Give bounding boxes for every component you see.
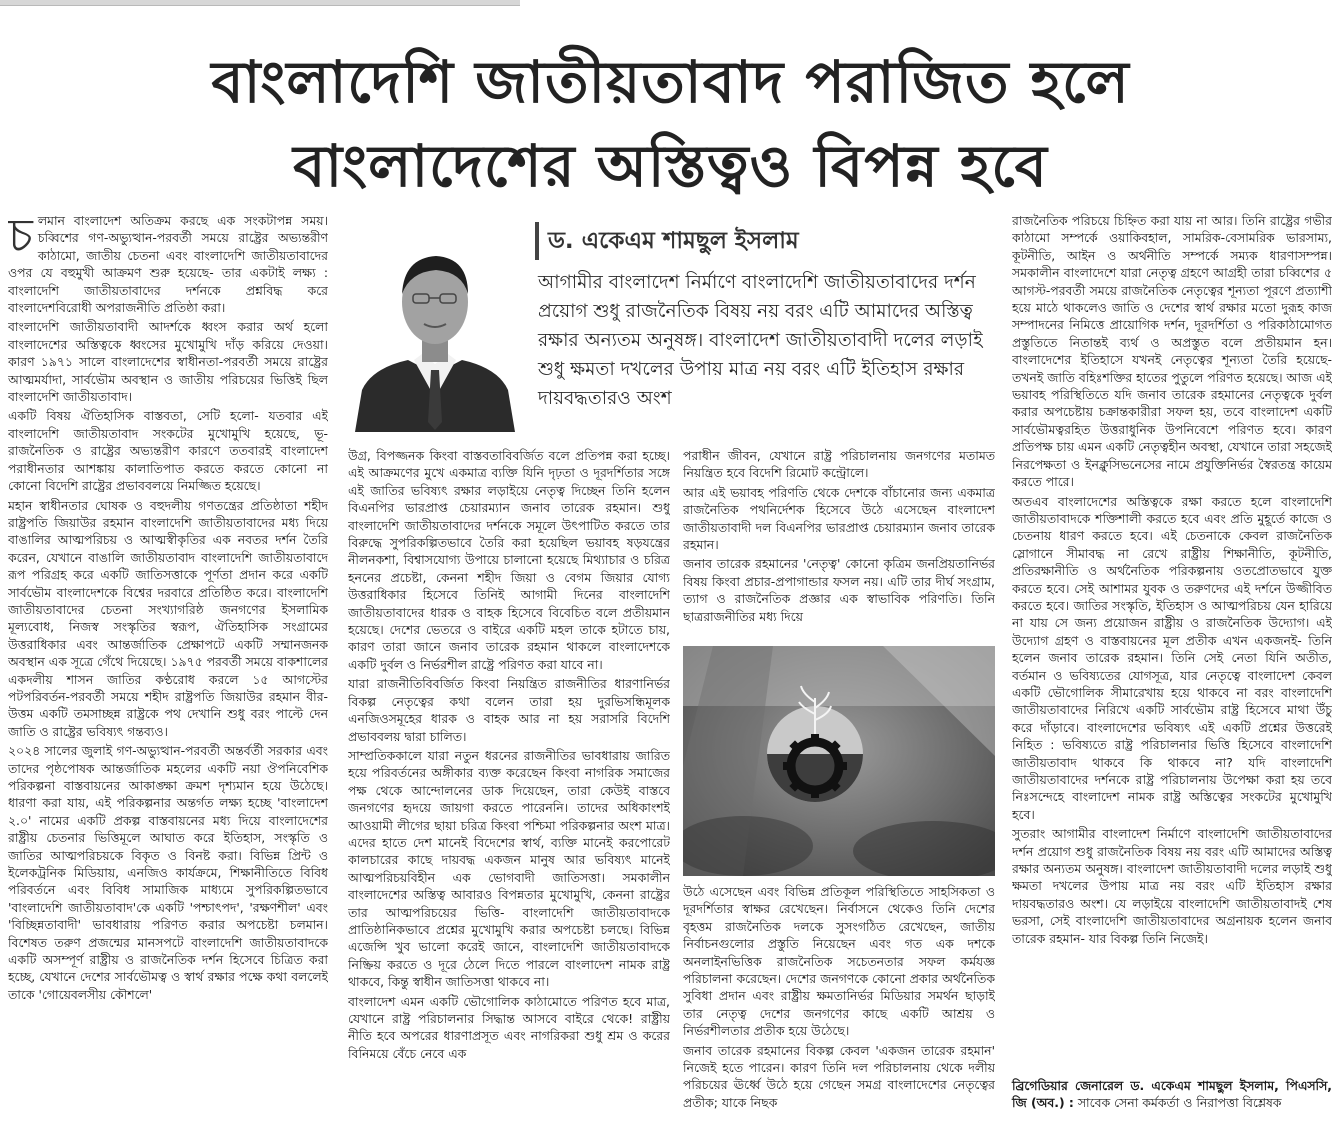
paragraph: উঠে এসেছেন এবং বিভিন্ন প্রতিকূল পরিস্থিতিতে সাহসিকতা ও দূরদর্শিতার স্বাক্ষর রেখেছেন। নির্বাসনে থেকেও তিনি দেশের বৃহত্তম রাজনৈতিক দলকে সুসংগঠিত রেখেছেন, জাতীয় নির্বাচনগুলোর প্রস্তুতি নিয়েছেন এবং গত এক দশকে অনলাইনভিত্তিক রাজনৈতিক সচেতনতার সফল কর্মযজ্ঞ পরিচালনা করেছেন। দেশের জনগণকে কোনো প্রকার অর্থনৈতিক সুবিধা প্রদান এবং রাষ্ট্রীয় ক্ষমতানির্ভর মিডিয়ার সমর্থন ছাড়াই তার নেতৃত্ব দেশের জনগণের কাছে একটি আশ্রয় ও নির্ভরশীলতার প্রতীক হয়ে উঠেছে। (683, 884, 995, 1039)
paragraph: সুতরাং আগামীর বাংলাদেশ নির্মাণে বাংলাদেশি জাতীয়তাবাদের দর্শন প্রয়োগ শুধু রাজনৈতিক বিষয় নয় বরং এটি আমাদের অস্তিত্ব রক্ষার অন্যতম অনুষঙ্গ। বাংলাদেশ জাতীয়তাবাদী দলের লড়াই শুধু ক্ষমতা দখলের উপায় মাত্র নয় বরং এটি ইতিহাস রক্ষার দায়বদ্ধতারও অংশ। যে লড়াইয়ে বাংলাদেশি জাতীয়তাবাদই শেষ ভরসা, সেই বাংলাদেশি জাতীয়তাবাদের অগ্রনায়ক হলেন জনাব তারেক রহমান- যার বিকল্প তিনি নিজেই। (1012, 826, 1332, 946)
paragraph: জনাব তারেক রহমানের 'নেতৃত্ব' কোনো কৃত্রিম জনপ্রিয়তানির্ভর বিষয় কিংবা প্রচার-প্রপাগান্ডার ফসল নয়। এটি তার দীর্ঘ সংগ্রাম, ত্যাগ ও রাজনৈতিক প্রজ্ঞার এক স্বাভাবিক পরিণতি। তিনি ছাত্ররাজনীতির মধ্য দিয়ে (683, 556, 995, 624)
author-bar (535, 222, 539, 260)
article-deck: আগামীর বাংলাদেশ নির্মাণে বাংলাদেশি জাতীয়তাবাদের দর্শন প্রয়োগ শুধু রাজনৈতিক বিষয় নয় বরং এটি আমাদের অস্তিত্ব রক্ষার অন্যতম অনুষঙ্গ। বাংলাদেশ জাতীয়তাবাদী দলের লড়াই শুধু ক্ষমতা দখলের উপায় মাত্র নয় বরং এটি ইতিহাস রক্ষার দায়বদ্ধতারও অংশ (538, 272, 983, 409)
paragraph: একটি বিষয় ঐতিহাসিক বাস্তবতা, সেটি হলো- যতবার এই বাংলাদেশি জাতীয়তাবাদ সংকটের মুখোমুখি হয়েছে, ভূ-রাজনৈতিক ও রাষ্ট্রের অভ্যন্তরীণ কারণে ততবারই বাংলাদেশ পরাধীনতার আশঙ্কায় কালাতিপাত করতে করতে কোনো না কোনো বিদেশি রাষ্ট্রের প্রভাববলয়ে নিমজ্জিত হয়েছে। (8, 408, 328, 494)
paragraph: বাংলাদেশি জাতীয়তাবাদী আদর্শকে ধ্বংস করার অর্থ হলো বাংলাদেশের অস্তিত্বকে ধ্বংসের মুখোমুখি দাঁড় করিয়ে দেওয়া। কারণ ১৯৭১ সালে বাংলাদেশের স্বাধীনতা-পরবর্তী সময়ে রাষ্ট্রের আত্মমর্যাদা, সার্বভৌম অবস্থান ও জাতীয় পরিচয়ের ভিত্তিই ছিল বাংলাদেশি জাতীয়তাবাদ। (8, 319, 328, 405)
paragraph: মহান স্বাধীনতার ঘোষক ও বহুদলীয় গণতন্ত্রের প্রতিষ্ঠাতা শহীদ রাষ্ট্রপতি জিয়াউর রহমান বাংলাদেশি জাতীয়তাবাদের মধ্য দিয়ে বাঙালির আত্মপরিচয় ও আত্মস্বীকৃতির এক নবতর দর্শন তৈরি করেন, যেখানে বাঙালি জাতীয়তাবাদ বাংলাদেশি জাতীয়তাবাদে রূপ পরিগ্রহ করে একটি জাতিসত্তাকে পূর্ণতা প্রদান করে একটি সার্বভৌম বাংলাদেশকে বিশ্বের দরবারে প্রতিষ্ঠিত করে। বাংলাদেশি জাতীয়তাবাদের চেতনা সংখ্যাগরিষ্ঠ জনগণের ইসলামিক মূল্যবোধ, নিজস্ব সংস্কৃতির স্বরূপ, ঐতিহাসিক সংগ্রামের উত্তরাধিকার এবং আন্তর্জাতিক প্রেক্ষাপটে একটি সম্মানজনক অবস্থান এক সূত্রে গেঁথে দিয়েছে। ১৯৭৫ পরবর্তী সময়ে বাকশালের একদলীয় শাসন জাতির কণ্ঠরোধ করলে ১৫ আগস্টের পটপরিবর্তন-পরবর্তী সময়ে শহীদ রাষ্ট্রপতি জিয়াউর রহমান বীর-উত্তম একটি তমসাচ্ছন্ন রাষ্ট্রকে পথ দেখানি শুধু বরং পাল্টে দেন জাতি ও রাষ্ট্রের ভবিষ্যৎ গন্তব্যও। (8, 497, 328, 739)
article-column-4 (1012, 212, 1332, 1070)
signoff-name: ব্রিগেডিয়ার জেনারেল ড. একেএম শামছুল ইসলাম, পিএসসি, জি (অব.) : (1012, 1078, 1332, 1111)
article-column-1 (8, 212, 328, 1142)
drop-cap: চ (8, 212, 33, 262)
paragraph: জনাব তারেক রহমানের বিকল্প কেবল 'একজন তারেক রহমান' নিজেই হতে পারেন। কারণ তিনি দল পরিচালনায় থেকে দলীয় পরিচয়ের ঊর্ধ্বে উঠে হয়ে গেছেন সমগ্র বাংলাদেশের নেতৃত্বের প্রতীক; যাকে নিছক (683, 1042, 995, 1110)
article-column-3-top (683, 447, 995, 647)
author-name: ড. একেএম শামছুল ইসলাম (548, 228, 799, 254)
paragraph: যারা রাজনীতিবিবর্জিত কিংবা নিয়ন্ত্রিত রাজনীতির ধারণানির্ভর বিকল্প নেতৃত্বের কথা বলেন তারা হয় দুরভিসন্ধিমূলক এনজিওসমূহের ধারক ও বাহক আর না হয় সরাসরি বিদেশি প্রভাববলয় দ্বারা চালিত। (348, 676, 670, 744)
headline-line-1: বাংলাদেশি জাতীয়তাবাদ পরাজিত হলে (211, 48, 1130, 116)
article-column-3-bottom (683, 883, 995, 1143)
party-emblem-photo (683, 646, 995, 876)
headline (0, 40, 1341, 208)
paragraph: বাংলাদেশ এমন একটি ভৌগোলিক কাঠামোতে পরিণত হবে মাত্র, যেখানে রাষ্ট্র পরিচালনার সিদ্ধান্ত আসবে বাইরে থেকে! রাষ্ট্রীয় নীতি হবে অপরের ধারণাপ্রসূত এবং নাগরিকরা শুধু শ্রম ও করের বিনিময়ে বেঁচে নেবে এক (348, 993, 670, 1061)
paragraph: ২০২৪ সালের জুলাই গণ-অভ্যুত্থান-পরবর্তী অন্তর্বর্তী সরকার এবং তাদের পৃষ্ঠপোষক আন্তর্জাতিক মহলের একটি নয়া ঔপনিবেশিক পরিকল্পনা বাস্তবায়নের আকাঙ্ক্ষা ক্রমশ দৃশ্যমান হয়ে উঠেছে। ধারণা করা যায়, এই পরিকল্পনার অন্তর্গত লক্ষ্য হচ্ছে 'বাংলাদেশ ২.০' নামের একটি প্রকল্প বাস্তবায়নের মধ্য দিয়ে বাংলাদেশের রাষ্ট্রীয় চেতনার ভিত্তিমূলে আঘাত করে ইতিহাস, সংস্কৃতি ও জাতির আত্মপরিচয়কে বিকৃত ও বিনষ্ট করা। বিভিন্ন প্রিন্ট ও ইলেকট্রনিক মিডিয়ায়, এনজিও কার্যক্রমে, শিক্ষানীতিতে বিবিধ পরিবর্তনে এবং বিবিধ সামাজিক মাধ্যমে সুপরিকল্পিতভাবে 'বাংলাদেশি জাতীয়তাবাদ'কে একটি 'পশ্চাৎপদ', 'রক্ষণশীল' এবং 'বিচ্ছিন্নতাবাদী' ভাবধারায় পরিণত করার অপচেষ্টা চলমান। বিশেষত তরুণ প্রজন্মের মানসপটে বাংলাদেশি জাতীয়তাবাদকে একটি অসম্পূর্ণ রাষ্ট্রীয় ও রাজনৈতিক দর্শন হিসেবে চিত্রিত করা হচ্ছে, যেখানে দেশের সার্বভৌমত্ব ও স্বার্থ রক্ষার পক্ষে কথা বললেই তাকে 'গোয়েবলসীয় কৌশলে' (8, 743, 328, 1002)
paragraph: অতএব বাংলাদেশের অস্তিত্বকে রক্ষা করতে হলে বাংলাদেশি জাতীয়তাবাদকে শক্তিশালী করতে হবে এবং প্রতি মুহূর্তে কাজে ও চেতনায় ধারণ করতে হবে। এই চেতনাকে কেবল রাজনৈতিক স্লোগানে সীমাবদ্ধ না রেখে রাষ্ট্রীয় শিক্ষানীতি, কূটনীতি, প্রতিরক্ষানীতি ও অর্থনৈতিক পরিকল্পনায় ওতপ্রোতভাবে যুক্ত করতে হবে। সেই আশামর যুবক ও তরুণদের এই দর্শনে উজ্জীবিত করতে হবে। জাতির সংস্কৃতি, ইতিহাস ও আত্মপরিচয় যেন হারিয়ে না যায় সে জন্য প্রয়োজন রাষ্ট্রীয় ও রাজনৈতিক উদ্যোগ। এই উদ্যোগ গ্রহণ ও বাস্তবায়নের মূল প্রতীক এখন একজনই- তিনি হলেন জনাব তারেক রহমান। তিনি সেই নেতা যিনি অতীত, বর্তমান ও ভবিষ্যতের যোগসূত্র, যার নেতৃত্বে বাংলাদেশ কেবল একটি ভৌগোলিক সীমারেখায় হয়ে থাকবে না বরং বাংলাদেশি জাতীয়তাবাদের নিরিখে একটি সার্বভৌম রাষ্ট্র হিসেবে মাথা উঁচু করে দাঁড়াবে। বাংলাদেশের ভবিষ্যৎ এই একটি প্রশ্নের উত্তরেই নিহিত : ভবিষ্যতে রাষ্ট্র পরিচালনার ভিত্তি হিসেবে বাংলাদেশি জাতীয়তাবাদ থাকবে কি থাকবে না? যদি বাংলাদেশি জাতীয়তাবাদের দর্শনকে রাষ্ট্র পরিচালনায় উপেক্ষা করা হয় তবে নিঃসন্দেহে বাংলাদেশ নামক রাষ্ট্র অস্তিত্বের সংকটের মুখোমুখি হবে। (1012, 493, 1332, 822)
paragraph: আর এই ভয়াবহ পরিণতি থেকে দেশকে বাঁচানোর জন্য একমাত্র রাজনৈতিক পথনির্দেশক হিসেবে উঠে এসেছেন বাংলাদেশ জাতীয়তাবাদী দল বিএনপির ভারপ্রাপ্ত চেয়ারম্যান জনাব তারেক রহমান। (683, 484, 995, 553)
paragraph: সাম্প্রতিককালে যারা নতুন ধরনের রাজনীতির ভাবধারায় জারিত হয়ে পরিবর্তনের অঙ্গীকার ব্যক্ত করেছেন কিংবা নাগরিক সমাজের পক্ষ থেকে আন্দোলনের ডাক দিয়েছেন, তারা কেউই বাস্তবে জনগণের হৃদয়ে জায়গা করতে পারেননি। তাদের অধিকাংশই আওয়ামী লীগের ছায়া চরিত্র কিংবা পশ্চিমা পরিকল্পনার অংশ মাত্র। এদের হাতে দেশ মানেই বিদেশের স্বার্থ, ব্যক্তি মানেই করপোরেট কালচারের কাছে দায়বদ্ধ একজন মানুষ আর ভবিষ্যৎ মানেই আত্মপরিচয়বিহীন এক ভোগবাদী জাতিসত্তা। সমকালীন বাংলাদেশের অস্তিত্ব আবারও বিপন্নতার মুখোমুখি, কেননা রাষ্ট্রের তার আত্মপরিচয়ের ভিত্তি- বাংলাদেশি জাতীয়তাবাদকে প্রাতিষ্ঠানিকভাবে প্রশ্নের মুখোমুখি করার অপচেষ্টা চলছে। বিভিন্ন এজেন্সি খুব ভালো করেই জানে, বাংলাদেশি জাতীয়তাবাদকে নিষ্ক্রিয় করতে ও দূরে ঠেলে দিতে পারলে বাংলাদেশ নামক রাষ্ট্র থাকবে, কিন্তু স্বাধীন জাতিসত্তা থাকবে না। (348, 747, 670, 990)
paragraph: লমান বাংলাদেশ অতিক্রম করছে এক সংকটাপন্ন সময়। চব্বিশের গণ-অভ্যুত্থান-পরবর্তী সময়ে রাষ্ট্রের অভ্যন্তরীণ কাঠামো, জাতীয় চেতনা এবং বাংলাদেশি জাতীয়তাবাদের ওপর যে বহুমুখী আক্রমণ শুরু হয়েছে- তার একটাই লক্ষ্য : বাংলাদেশি জাতীয়তাবাদের দর্শনকে প্রশ্নবিদ্ধ করে বাংলাদেশবিরোধী অপরাজনীতি প্রতিষ্ঠা করা। (8, 213, 328, 316)
article-column-2 (348, 447, 670, 1142)
signoff-role: সাবেক সেনা কর্মকর্তা ও নিরাপত্তা বিশ্লেষক (1073, 1095, 1282, 1111)
author-signoff (1012, 1077, 1332, 1112)
paragraph: উগ্র, বিপজ্জনক কিংবা বাস্তবতাবিবর্জিত বলে প্রতিপন্ন করা হচ্ছে। এই আক্রমণের মুখে একমাত্র ব্যক্তি যিনি দৃঢ়তা ও দূরদর্শিতার সঙ্গে এই জাতির ভবিষ্যৎ রক্ষার লড়াইয়ে নেতৃত্ব দিচ্ছেন তিনি হলেন বিএনপির ভারপ্রাপ্ত চেয়ারম্যান জনাব তারেক রহমান। শুধু বাংলাদেশি জাতীয়তাবাদের দর্শনকে সমূলে উৎপাটিত করতে তার বিরুদ্ধে সুপরিকল্পিতভাবে তৈরি করা হয়েছিল ভয়াবহ ষড়যন্ত্রের নীলনকশা, বিশ্বাসযোগ্য উপায়ে চালানো হয়েছে মিথ্যাচার ও চরিত্র হননের প্রচেষ্টা, কেননা শহীদ জিয়া ও বেগম জিয়ার যোগ্য উত্তরাধিকার হিসেবে তিনিই আগামী দিনের বাংলাদেশি জাতীয়তাবাদের ধারক ও বাহক হিসেবে বিবেচিত বলে প্রতীয়মান হয়েছে। দেশের ভেতরে ও বাইরে একটি মহল তাকে হটাতে চায়, কারণ তারা জানে জনাব তারেক রহমান থাকলে বাংলাদেশকে একটি দুর্বল ও নির্ভরশীল রাষ্ট্রে পরিণত করা যাবে না। (348, 448, 670, 672)
top-edge (0, 0, 1341, 6)
author-photo (350, 222, 520, 432)
headline-line-2: বাংলাদেশের অস্তিত্বও বিপন্ন হবে (293, 132, 1048, 200)
paragraph: পরাধীন জীবন, যেখানে রাষ্ট্র পরিচালনায় জনগণের মতামত নিয়ন্ত্রিত হবে বিদেশি রিমোট কন্ট্রোলে। (683, 448, 995, 481)
paragraph: রাজনৈতিক পরিচয়ে চিহ্নিত করা যায় না আর। তিনি রাষ্ট্রের গভীর কাঠামো সম্পর্কে ওয়াকিবহাল, সামরিক-বেসামরিক ভারসাম্য, কূটনীতি, আইন ও অর্থনীতি সম্পর্কে সম্যক ধারণাসম্পন্ন। সমকালীন বাংলাদেশে যারা নেতৃত্ব গ্রহণে আগ্রহী তারা চব্বিশের ৫ আগস্ট-পরবর্তী সময়ে রাজনৈতিক নেতৃত্বের শূন্যতা পূরণে প্রত্যাশী হয়ে মাঠে থাকলেও জাতি ও দেশের স্বার্থ রক্ষার মতো দুরূহ কাজ সম্পাদনের নিমিত্তে প্রায়োগিক দর্শন, দূরদর্শিতা ও পরিকাঠামোগত প্রস্তুতিতে নিতান্তই ব্যর্থ ও অপ্রস্তুত বলে প্রতীয়মান হন। বাংলাদেশের ইতিহাসে যখনই নেতৃত্বের শূন্যতা তৈরি হয়েছে- তখনই জাতি বহিঃশক্তির হাতের পুতুলে পরিণত হয়েছে। আজ এই ভয়াবহ পরিস্থিতিতে যদি জনাব তারেক রহমানের নেতৃত্বকে দুর্বল করার অপচেষ্টায় চক্রান্তকারীরা সফল হয়, তবে বাংলাদেশ একটি সার্বভৌমত্বরহিত উত্তরাধুনিক উপনিবেশে পরিণত হবে। কারণ প্রতিপক্ষ চায় এমন একটি নেতৃত্বহীন অবস্থা, যেখানে তারা সহজেই নিরপেক্ষতা ও ইনক্লুসিভনেসের নামে প্রযুক্তিনির্ভর স্বৈরতন্ত্র কায়েম করতে পারে। (1012, 213, 1332, 490)
